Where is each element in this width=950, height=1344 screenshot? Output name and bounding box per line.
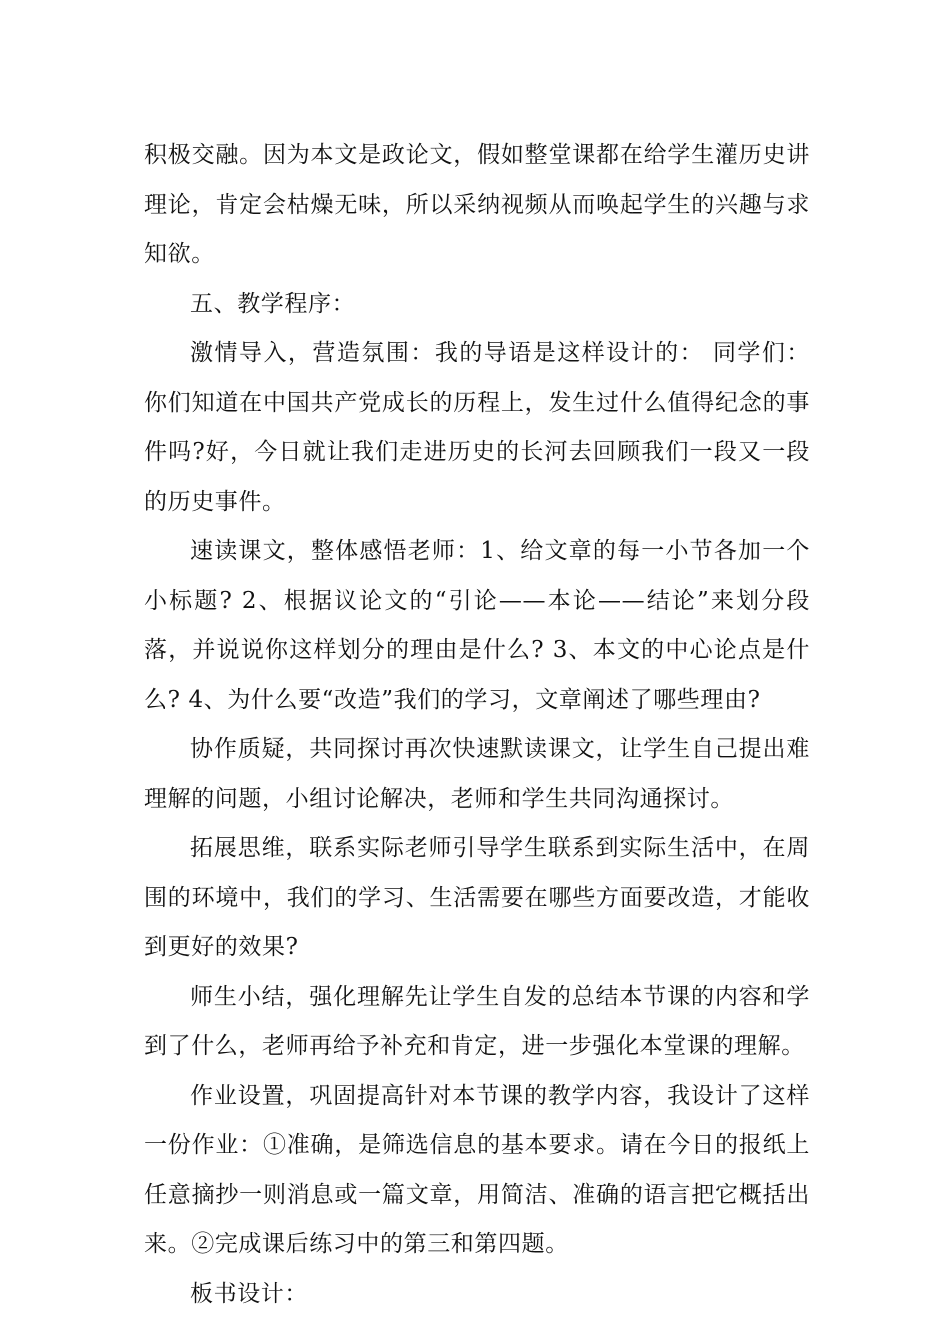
paragraph-board-design: 板书设计： — [190, 1280, 308, 1307]
paragraph-speed-reading: 速读课文，整体感悟老师：1、给文章的每一小节各加一个小标题? 2、根据议论文的“引论——本论——结论”来划分段落，并说说你这样划分的理由是什么? 3、本文的中心论点是什么? 4、为什么要“改造”我们的学习，文章阐述了哪些理由? — [144, 538, 810, 713]
paragraph-homework: 作业设置，巩固提高针对本节课的教学内容，我设计了这样一份作业：①准确，是筛选信息的基本要求。请在今日的报纸上任意摘抄一则消息或一篇文章，用简洁、准确的语言把它概括出来。②完成课后练习中的第三和第四题。 — [144, 1082, 810, 1257]
document-body — [144, 131, 810, 1319]
section-heading-teaching-procedure: 五、教学程序： — [190, 290, 356, 317]
paragraph-intro-continuation: 积极交融。因为本文是政论文，假如整堂课都在给学生灌历史讲理论，肯定会枯燥无味，所以采纳视频从而唤起学生的兴趣与求知欲。 — [144, 142, 810, 267]
paragraph-summary: 师生小结，强化理解先让学生自发的总结本节课的内容和学到了什么，老师再给予补充和肯定，进一步强化本堂课的理解。 — [144, 983, 810, 1059]
paragraph-lead-in: 激情导入，营造氛围：我的导语是这样设计的： 同学们：你们知道在中国共产党成长的历程上，发生过什么值得纪念的事件吗?好，今日就让我们走进历史的长河去回顾我们一段又一段的历史事件。 — [144, 340, 810, 515]
paragraph-collaboration: 协作质疑，共同探讨再次快速默读课文，让学生自己提出难理解的问题，小组讨论解决，老师和学生共同沟通探讨。 — [144, 736, 810, 812]
paragraph-extension: 拓展思维，联系实际老师引导学生联系到实际生活中，在周围的环境中，我们的学习、生活需要在哪些方面要改造，才能收到更好的效果? — [144, 835, 810, 960]
